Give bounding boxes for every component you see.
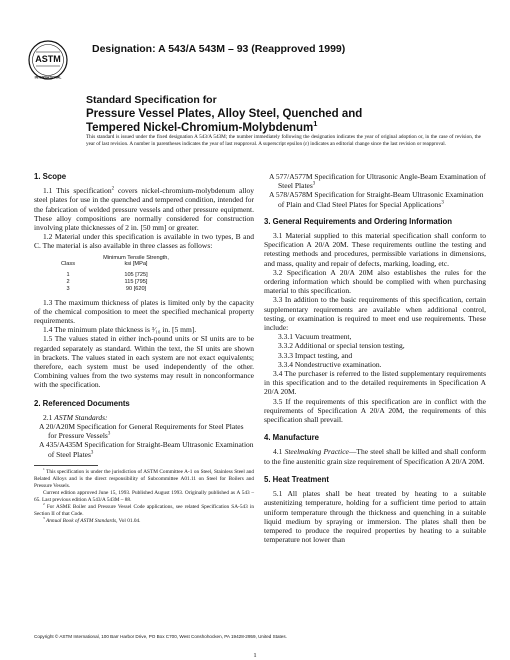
paragraph-3-3: 3.3 In addition to the basic requirements of this specification, certain supplementary requirements are available when additional control, testing, or examination is required to meet end use requirements. These include: bbox=[264, 295, 486, 333]
reference-item: A 577/A577M Specification for Ultrasonic Angle-Beam Examination of Steel Plates$^3$ bbox=[269, 172, 486, 191]
footnote-3: $^3$ Annual Book of ASTM Standards, Vol 01.04. bbox=[43, 516, 141, 524]
page-number: 1 bbox=[253, 652, 257, 659]
list-item: 3.3.3 Impact testing, and bbox=[278, 350, 353, 360]
issuance-notice: This standard is issued under the fixed designation A 543/A 543M; the number immediately following the designation indicates the year of original adoption or, in the case of revision, the year of last revision. A number in parentheses indicates the year of last reapproval. A superscript epsilon (ε) indicates an editorial change since the last revision or reapproval. bbox=[86, 134, 481, 148]
right-column bbox=[264, 172, 486, 544]
section-heading: 3. General Requirements and Ordering Information bbox=[264, 216, 453, 226]
paragraph-1-5: 1.5 The values stated in either inch-pound units or SI units are to be regarded separately as standard. Within the text, the SI units are shown in brackets. The values stated in each system are not exact equivalents; therefore, each system must be used independently of the other. Combining values from the two systems may result in nonconformance with the specification. bbox=[34, 334, 254, 390]
title-line-1: Standard Specification for bbox=[86, 94, 217, 106]
paragraph-5-1: 5.1 All plates shall be heat treated by heating to a suitable austenitizing temperature, holding for a sufficient time period to attain uniform temperature through the thickness and quenching in a suitable liquid medium by spraying or immersion. The plates shall then be tempered to produce the required properties by heating to a suitable temperature not lower than bbox=[264, 489, 486, 545]
table-row: 2 115 [795] bbox=[66, 279, 148, 286]
section-heading: 1. Scope bbox=[34, 172, 67, 181]
paragraph-1-1: 1.1 This specification$^2$ covers nickel-chromium-molybdenum alloy steel plates for use in the quenched and tempered condition, intended for the fabrication of welded pressure vessels and other pressure equipment. These alloy compositions are normally considered for construction involving plate thicknesses of 2 in. [50 mm] or greater. bbox=[34, 186, 254, 233]
list-item: 3.3.4 Nondestructive examination. bbox=[278, 359, 382, 369]
reference-item: A 20/A20M Specification for General Requirements for Steel Plates for Pressure Vessels$^3$ bbox=[39, 422, 244, 441]
reference-item: A 435/A435M Specification for Straight-Beam Ultrasonic Examination of Steel Plates$^3$ bbox=[39, 440, 254, 459]
title-line-3: Tempered Nickel-Chromium-Molybdenum$^1$ bbox=[86, 119, 318, 134]
paragraph-1-2: 1.2 Material under this specification is available in two types, B and C. The material is also available in three classes as follows: bbox=[34, 232, 254, 251]
section-heading: 5. Heat Treatment bbox=[264, 474, 329, 484]
astm-logo bbox=[28, 40, 68, 80]
list-item: 3.3.1 Vacuum treatment, bbox=[278, 332, 352, 342]
footnote-1b: Current edition approved June 15, 1993. Published August 1993. Originally published as A 543 – 65. Last previous edition A 543/A 543M – 88. bbox=[34, 489, 254, 503]
section-heading: 4. Manufacture bbox=[264, 433, 320, 443]
table-row: 1 105 [725] bbox=[66, 272, 148, 279]
paragraph-3-5: 3.5 If the requirements of this specification are in conflict with the requirements of Specification A 20/A 20M, the requirements of this specification shall prevail. bbox=[264, 396, 486, 425]
table-header-units: ksi [MPa] bbox=[124, 261, 148, 268]
paragraph-1-4: 1.4 The minimum plate thickness is ³⁄₁₆ in. [5 mm]. bbox=[43, 325, 197, 335]
title-line-2: Pressure Vessel Plates, Alloy Steel, Quenched and bbox=[86, 108, 363, 120]
paragraph-3-2: 3.2 Specification A 20/A 20M also establishes the rules for the ordering information which should be complied with when purchasing material to this specification. bbox=[264, 267, 486, 296]
footnote-1: $^1$ This specification is under the jurisdiction of ASTM Committee A-1 on Steel, Stainless Steel and Related Alloys and is the direct responsibility of Subcommittee A01.11 on Steel for Boilers and Pressure Vessels. bbox=[34, 467, 254, 489]
section-heading: 2. Referenced Documents bbox=[34, 398, 130, 408]
footnote-2: $^2$ For ASME Boiler and Pressure Vessel Code applications, see related Specification SA-543 in Section II of that Code. bbox=[34, 502, 254, 517]
paragraph-1-3: 1.3 The maximum thickness of plates is limited only by the capacity of the chemical composition to meet the specified mechanical property requirements. bbox=[34, 297, 254, 326]
paragraph-4-1: 4.1 Steelmaking Practice—The steel shall be killed and shall conform to the fine austenitic grain size requirement of Specification A 20/A 20M. bbox=[264, 447, 486, 466]
list-item: 3.3.2 Additional or special tension testing, bbox=[278, 341, 405, 351]
class-table bbox=[50, 255, 186, 293]
paragraph-2-1: 2.1 ASTM Standards: bbox=[43, 412, 108, 422]
table-header-strength: Minimum Tensile Strength, bbox=[103, 254, 169, 261]
paragraph-3-4: 3.4 The purchaser is referred to the listed supplementary requirements in this specification and to the detailed requirements in Specification A 20/A 20M. bbox=[264, 369, 486, 397]
document-title bbox=[86, 94, 486, 135]
designation: Designation: A 543/A 543M – 93 (Reapproved 1999) bbox=[92, 43, 346, 55]
copyright-notice: Copyright © ASTM International, 100 Barr Harbor Drive, PO Box C700, West Conshohocken, PA 19428-2959, United States. bbox=[34, 634, 287, 639]
table-row: 3 90 [620] bbox=[66, 285, 147, 292]
svg-text:INTERNATIONAL: INTERNATIONAL bbox=[34, 75, 62, 80]
left-column bbox=[34, 172, 254, 525]
footnote-divider bbox=[34, 465, 98, 466]
reference-item: A 578/A578M Specification for Straight-Beam Ultrasonic Examination of Plain and Clad Steel Plates for Special Applications$^3$ bbox=[269, 190, 484, 209]
svg-text:ASTM: ASTM bbox=[35, 54, 61, 64]
table-header-class: Class bbox=[61, 261, 75, 268]
paragraph-3-1: 3.1 Material supplied to this material specification shall conform to Specification A 20/A 20M. These requirements outline the testing and retesting methods and procedures, permissible variations in dimensions, and mass, quality and repair of defects, marking, loading, etc. bbox=[264, 231, 486, 268]
